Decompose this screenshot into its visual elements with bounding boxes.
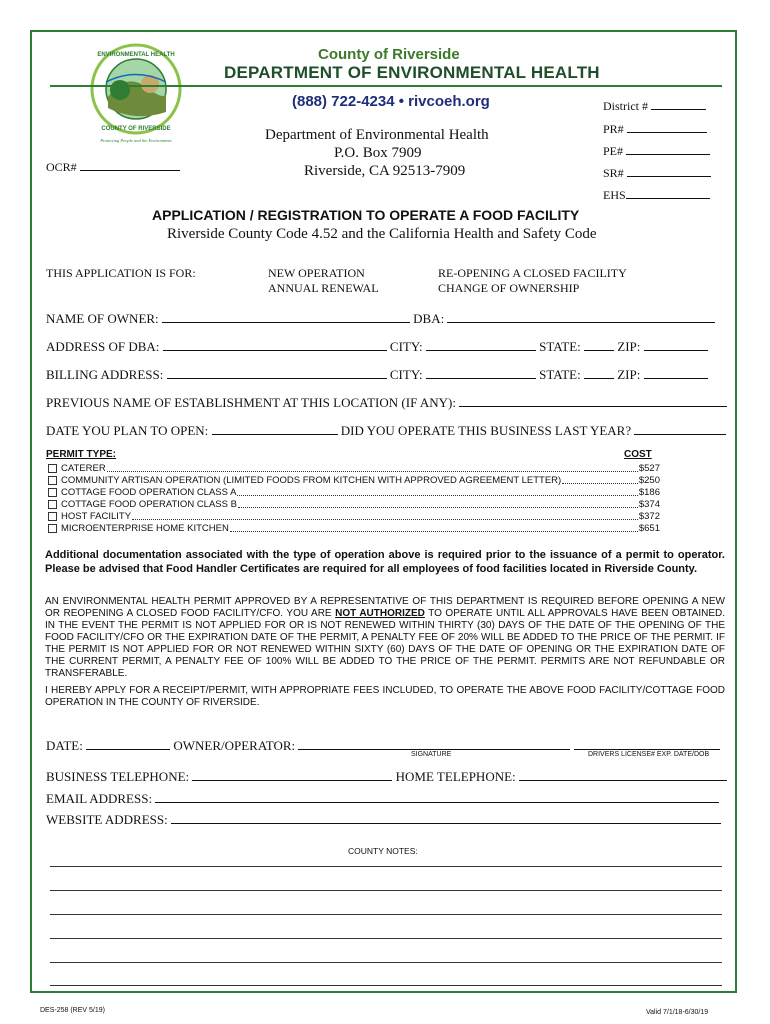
form-subtitle: Riverside County Code 4.52 and the California Health and Safety Code — [167, 226, 597, 242]
owner-operator-label: OWNER/OPERATOR: — [173, 738, 296, 753]
permit-checkbox[interactable] — [48, 524, 57, 533]
email-row — [46, 790, 719, 807]
seal-text-bottom: COUNTY OF RIVERSIDE — [101, 126, 171, 132]
city-label: CITY: — [389, 339, 423, 354]
business-phone-input[interactable] — [192, 768, 392, 781]
billing-state-input[interactable] — [584, 366, 614, 379]
application-for-label: THIS APPLICATION IS FOR: — [46, 266, 196, 280]
billing-zip-label: ZIP: — [617, 367, 641, 382]
contact-line: (888) 722-4234 • rivcoeh.org — [292, 93, 490, 110]
permit-checkbox[interactable] — [48, 476, 57, 485]
billing-input[interactable] — [167, 366, 387, 379]
home-phone-label: HOME TELEPHONE: — [395, 769, 516, 784]
previous-name-input[interactable] — [459, 394, 727, 407]
billing-city-label: CITY: — [389, 367, 423, 382]
signature-caption: SIGNATURE — [411, 751, 452, 758]
county-seal-logo — [86, 42, 186, 147]
billing-zip-input[interactable] — [644, 366, 708, 379]
county-notes-line[interactable] — [50, 938, 722, 939]
permit-cost: $374 — [638, 498, 660, 510]
website-input[interactable] — [171, 811, 721, 824]
option-annual-renewal[interactable]: ANNUAL RENEWAL — [268, 281, 379, 295]
business-phone-label: BUSINESS TELEPHONE: — [46, 769, 190, 784]
permit-cost: $527 — [638, 462, 660, 474]
address-name: Department of Environmental Health — [265, 127, 489, 143]
city-input[interactable] — [426, 338, 536, 351]
state-label: STATE: — [539, 339, 581, 354]
county-notes-label: COUNTY NOTES: — [348, 846, 418, 856]
billing-city-input[interactable] — [426, 366, 536, 379]
permit-cost: $372 — [638, 510, 660, 522]
ehs-field[interactable] — [603, 186, 710, 203]
county-notes-line[interactable] — [50, 985, 722, 986]
billing-row — [46, 366, 708, 383]
permit-option-caterer[interactable] — [48, 462, 660, 474]
pe-label: PE# — [603, 144, 624, 158]
seal-text-top: ENVIRONMENTAL HEALTH — [97, 52, 175, 58]
previous-name-row — [46, 394, 727, 411]
operate-last-year-input[interactable] — [634, 422, 726, 435]
permit-option-cottage-b[interactable] — [48, 498, 660, 510]
option-change-ownership[interactable]: CHANGE OF OWNERSHIP — [438, 281, 580, 295]
website-label: WEBSITE ADDRESS: — [46, 812, 168, 827]
address-dba-row — [46, 338, 708, 355]
form-title: APPLICATION / REGISTRATION TO OPERATE A FOOD FACILITY — [152, 207, 580, 223]
plan-open-input[interactable] — [212, 422, 338, 435]
permit-option-microenterprise[interactable] — [48, 522, 660, 534]
department-title: DEPARTMENT OF ENVIRONMENTAL HEALTH — [224, 63, 600, 82]
county-notes-line[interactable] — [50, 962, 722, 963]
billing-state-label: STATE: — [539, 367, 581, 382]
address-dba-label: ADDRESS OF DBA: — [46, 339, 160, 354]
date-label: DATE: — [46, 738, 83, 753]
pe-field[interactable] — [603, 142, 710, 159]
permit-checkbox[interactable] — [48, 512, 57, 521]
ocr-field[interactable] — [46, 158, 180, 175]
billing-label: BILLING ADDRESS: — [46, 367, 164, 382]
operate-last-year-label: DID YOU OPERATE THIS BUSINESS LAST YEAR? — [340, 423, 632, 438]
dba-label: DBA: — [413, 311, 445, 326]
seal-motto: Protecting People and the Environment — [100, 138, 172, 143]
permit-label: HOST FACILITY — [61, 510, 132, 522]
ocr-label: OCR# — [46, 160, 77, 174]
previous-name-label: PREVIOUS NAME OF ESTABLISHMENT AT THIS LOCATION (IF ANY): — [46, 395, 456, 410]
permit-checkbox[interactable] — [48, 464, 57, 473]
ehs-label: EHS — [603, 188, 626, 202]
permit-notice-paragraph — [45, 596, 725, 680]
zip-label: ZIP: — [617, 339, 641, 354]
license-input[interactable] — [574, 737, 720, 750]
apply-statement: I HEREBY APPLY FOR A RECEIPT/PERMIT, WITH APPROPRIATE FEES INCLUDED, TO OPERATE THE ABOVE FOOD FACILITY/COTTAGE FOOD OPERATION IN THE COUNTY OF RIVERSIDE. — [45, 685, 725, 708]
county-name: County of Riverside — [318, 46, 460, 63]
plan-open-row — [46, 422, 726, 439]
signature-input[interactable] — [298, 737, 570, 750]
phone-row — [46, 768, 727, 785]
owner-label: NAME OF OWNER: — [46, 311, 159, 326]
state-input[interactable] — [584, 338, 614, 351]
permit-checkbox[interactable] — [48, 488, 57, 497]
county-notes-line[interactable] — [50, 914, 722, 915]
permit-type-label: PERMIT TYPE: — [46, 449, 117, 460]
county-notes-line[interactable] — [50, 866, 722, 867]
permit-label: MICROENTERPRISE HOME KITCHEN — [61, 522, 229, 534]
documentation-notice: Additional documentation associated with the type of operation above is required prior to the issuance of a permit to operator. Please be advised that Food Handler Certificates are required for all employees of food facilities located in Riverside County. — [45, 549, 725, 575]
permit-label: COTTAGE FOOD OPERATION CLASS B — [61, 498, 237, 510]
pr-field[interactable] — [603, 120, 707, 137]
permit-cost: $186 — [638, 486, 660, 498]
permit-option-artisan[interactable] — [48, 474, 660, 486]
owner-row — [46, 310, 715, 327]
notice-before: AN ENVIRONMENTAL HEALTH PERMIT APPROVED BY A REPRESENTATIVE OF THIS DEPARTMENT IS REQUIRED BEFORE OPENING A NEW OR REOPENING A CLOSED FOOD FACILITY/CFO. YOU ARE — [45, 596, 725, 619]
date-input[interactable] — [86, 737, 170, 750]
email-label: EMAIL ADDRESS: — [46, 791, 153, 806]
header-rule — [50, 85, 722, 87]
permit-checkbox[interactable] — [48, 500, 57, 509]
permit-label: CATERER — [61, 462, 106, 474]
district-field[interactable] — [603, 97, 706, 114]
cost-label: COST — [624, 449, 652, 460]
home-phone-input[interactable] — [519, 768, 727, 781]
permit-option-host[interactable] — [48, 510, 660, 522]
permit-cost: $250 — [638, 474, 660, 486]
permit-option-cottage-a[interactable] — [48, 486, 660, 498]
notice-after: TO OPERATE UNTIL ALL APPROVALS HAVE BEEN OBTAINED. IN THE EVENT THE PERMIT IS NOT APPLIED FOR OR IS NOT RENEWED WITHIN THIRTY (30) DAYS OF THE DATE OF THE OPENING OF THE FOOD FACILITY/CFO OR THE EXPIRATION DATE OF THE PERMIT, A PENALTY FEE OF 20% WILL BE ADDED TO THE PRICE OF THE PERMIT. IF THE PERMIT IS NOT APPLIED FOR OR NOT RENEWED WITHIN SIXTY (60) DAYS OF THE DATE OF OPENING OR THE EXPIRATION DATE OF THE CURRENT PERMIT, A PENALTY FEE OF 100% WILL BE ADDED TO THE PRICE OF THE PERMIT. PERMITS ARE NOT REFUNDABLE OR TRANSFERABLE. — [45, 608, 725, 679]
plan-open-label: DATE YOU PLAN TO OPEN: — [46, 423, 209, 438]
address-dba-input[interactable] — [163, 338, 387, 351]
notice-emphasis: NOT AUTHORIZED — [335, 608, 425, 619]
website-row — [46, 811, 721, 828]
valid-dates: Valid 7/1/18-6/30/19 — [646, 1009, 709, 1016]
address-line1: P.O. Box 7909 — [334, 145, 422, 161]
option-reopening[interactable]: RE-OPENING A CLOSED FACILITY — [438, 266, 627, 280]
permit-cost: $651 — [638, 522, 660, 534]
permit-label: COMMUNITY ARTISAN OPERATION (LIMITED FOODS FROM KITCHEN WITH APPROVED AGREEMENT LETTER) — [61, 474, 562, 486]
district-label: District # — [603, 99, 648, 113]
license-caption: DRIVERS LICENSE# EXP. DATE/DOB — [588, 751, 710, 758]
form-id: DES-258 (REV 5/19) — [40, 1007, 105, 1014]
address-line2: Riverside, CA 92513-7909 — [304, 163, 466, 179]
sr-label: SR# — [603, 166, 624, 180]
owner-input[interactable] — [162, 310, 410, 323]
option-new-operation[interactable]: NEW OPERATION — [268, 266, 365, 280]
zip-input[interactable] — [644, 338, 708, 351]
county-notes-line[interactable] — [50, 890, 722, 891]
pr-label: PR# — [603, 122, 624, 136]
sr-field[interactable] — [603, 164, 711, 181]
permit-label: COTTAGE FOOD OPERATION CLASS A — [61, 486, 237, 498]
email-input[interactable] — [155, 790, 719, 803]
dba-input[interactable] — [447, 310, 715, 323]
